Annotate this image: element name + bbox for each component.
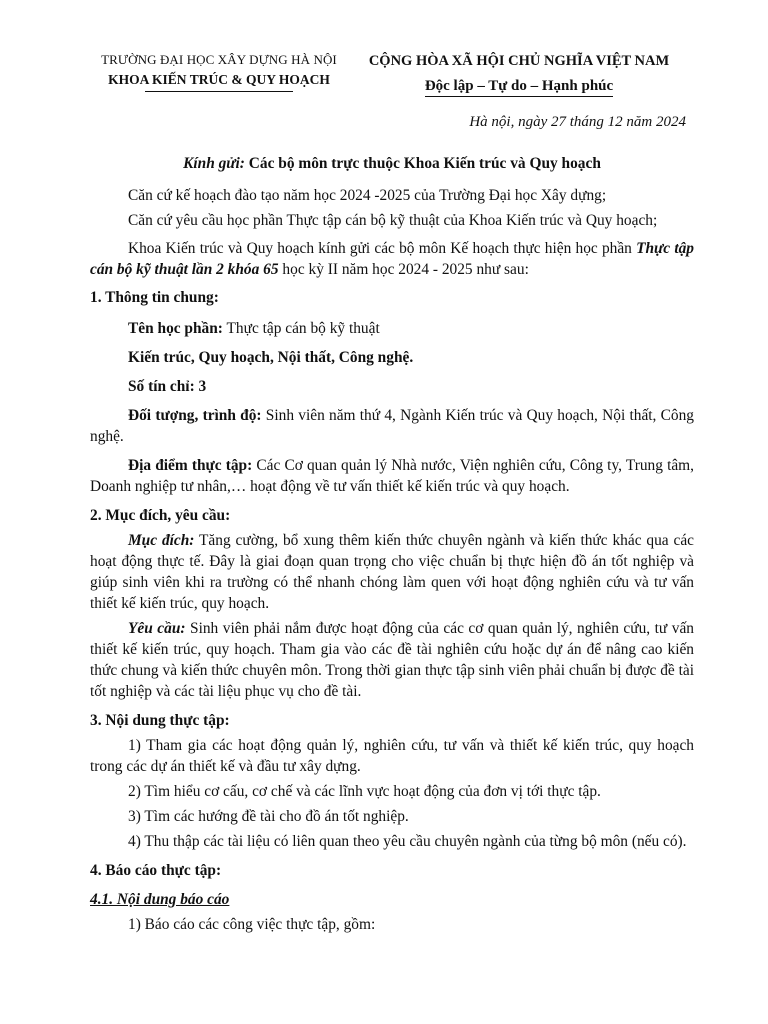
nation-title: CỘNG HÒA XÃ HỘI CHỦ NGHĨA VIỆT NAM [368, 53, 670, 69]
location-label: Địa điểm thực tập: [128, 457, 253, 474]
intro-paragraph-1: Căn cứ kế hoạch đào tạo năm học 2024 -2025 của Trường Đại học Xây dựng; [128, 187, 607, 204]
section-3-title: 3. Nội dung thực tập: [90, 712, 230, 729]
credits-line: Số tín chỉ: 3 [128, 378, 207, 395]
recipient-label: Kính gửi: [183, 155, 245, 172]
content-item-3: 3) Tìm các hướng đề tài cho đồ án tốt nghiệp. [128, 808, 409, 825]
recipient-line [90, 153, 694, 174]
requirement-value: Sinh viên phải nắm được hoạt động của các cơ quan quản lý, nghiên cứu, tư vấn thiết kế kiến trúc, quy hoạch. Tham gia vào các đề tài nghiên cứu hoặc dự án để nâng cao kiến thức chung và kiến thức chuyên môn. Trong thời gian thực tập sinh viên phải chuẩn bị được đề tài tốt nghiệp và các tài liệu phục vụ cho đề tài. [90, 620, 694, 700]
content-item-2: 2) Tìm hiểu cơ cấu, cơ chế và các lĩnh vực hoạt động của đơn vị tới thực tập. [128, 783, 601, 800]
section-2-title: 2. Mục đích, yêu cầu: [90, 507, 231, 524]
content-item-1: 1) Tham gia các hoạt động quản lý, nghiên cứu, tư vấn và thiết kế kiến trúc, quy hoạch trong các dự án thiết kế và đầu tư xây dựng. [90, 737, 694, 775]
recipient-value: Các bộ môn trực thuộc Khoa Kiến trúc và Quy hoạch [248, 155, 601, 172]
requirement-label: Yêu cầu: [128, 620, 186, 637]
location-line [90, 455, 694, 497]
section-4-title: 4. Báo cáo thực tập: [90, 862, 222, 879]
target-value: Sinh viên năm thứ 4, Ngành Kiến trúc và Quy hoạch, Nội thất, Công nghệ. [90, 407, 694, 445]
target-line [90, 405, 694, 447]
faculty-underline [145, 91, 293, 92]
purpose-paragraph [90, 530, 694, 614]
intro-p3-end: học kỳ II năm học 2024 - 2025 như sau: [278, 261, 529, 278]
course-name-line [90, 318, 694, 339]
course-emphasis: Thực tập cán bộ kỹ thuật lần 2 khóa 65 [90, 240, 694, 278]
document-body [90, 153, 694, 935]
purpose-value: Tăng cường, bổ xung thêm kiến thức chuyên ngành và kiến thức khác qua các hoạt động thực tế. Đây là giai đoạn quan trọng cho việc chuẩn bị thực hiện đồ án tốt nghiệp và giúp sinh viên khi ra trường có thể nhanh chóng làm quen với hoạt động nghiên cứu và tư vấn thiết kế kiến trúc, quy hoạch. [90, 532, 694, 612]
report-item-1: 1) Báo cáo các công việc thực tập, gồm: [128, 916, 376, 933]
content-item-4: 4) Thu thập các tài liệu có liên quan theo yêu cầu chuyên ngành của từng bộ môn (nếu có). [128, 833, 687, 850]
purpose-label: Mục đích: [128, 532, 195, 549]
course-value: Thực tập cán bộ kỹ thuật [222, 320, 380, 337]
section-1-title: 1. Thông tin chung: [90, 289, 219, 306]
national-header [346, 53, 692, 97]
intro-p3-start: Khoa Kiến trúc và Quy hoạch kính gửi các bộ môn Kế hoạch thực hiện học phần [128, 240, 637, 257]
intro-paragraph-2: Căn cứ yêu cầu học phần Thực tập cán bộ kỹ thuật của Khoa Kiến trúc và Quy hoạch; [128, 212, 658, 229]
majors-line: Kiến trúc, Quy hoạch, Nội thất, Công nghệ. [128, 349, 414, 366]
requirement-paragraph [90, 618, 694, 702]
faculty-name: KHOA KIẾN TRÚC & QUY HOẠCH [108, 72, 330, 87]
section-4-1-title: 4.1. Nội dung báo cáo [90, 891, 230, 908]
location-value: Các Cơ quan quản lý Nhà nước, Viện nghiên cứu, Công ty, Trung tâm, Doanh nghiệp tư nhân,… hoạt động về tư vấn thiết kế kiến trúc và quy hoạch. [90, 457, 694, 495]
school-name: TRƯỜNG ĐẠI HỌC XÂY DỰNG HÀ NỘI [101, 52, 337, 67]
institution-header [94, 52, 344, 92]
target-label: Đối tượng, trình độ: [128, 407, 262, 424]
document-date: Hà nội, ngày 27 tháng 12 năm 2024 [469, 114, 686, 130]
national-motto: Độc lập – Tự do – Hạnh phúc [425, 78, 613, 97]
intro-paragraph-3 [90, 238, 694, 280]
course-label: Tên học phần: [128, 320, 223, 337]
